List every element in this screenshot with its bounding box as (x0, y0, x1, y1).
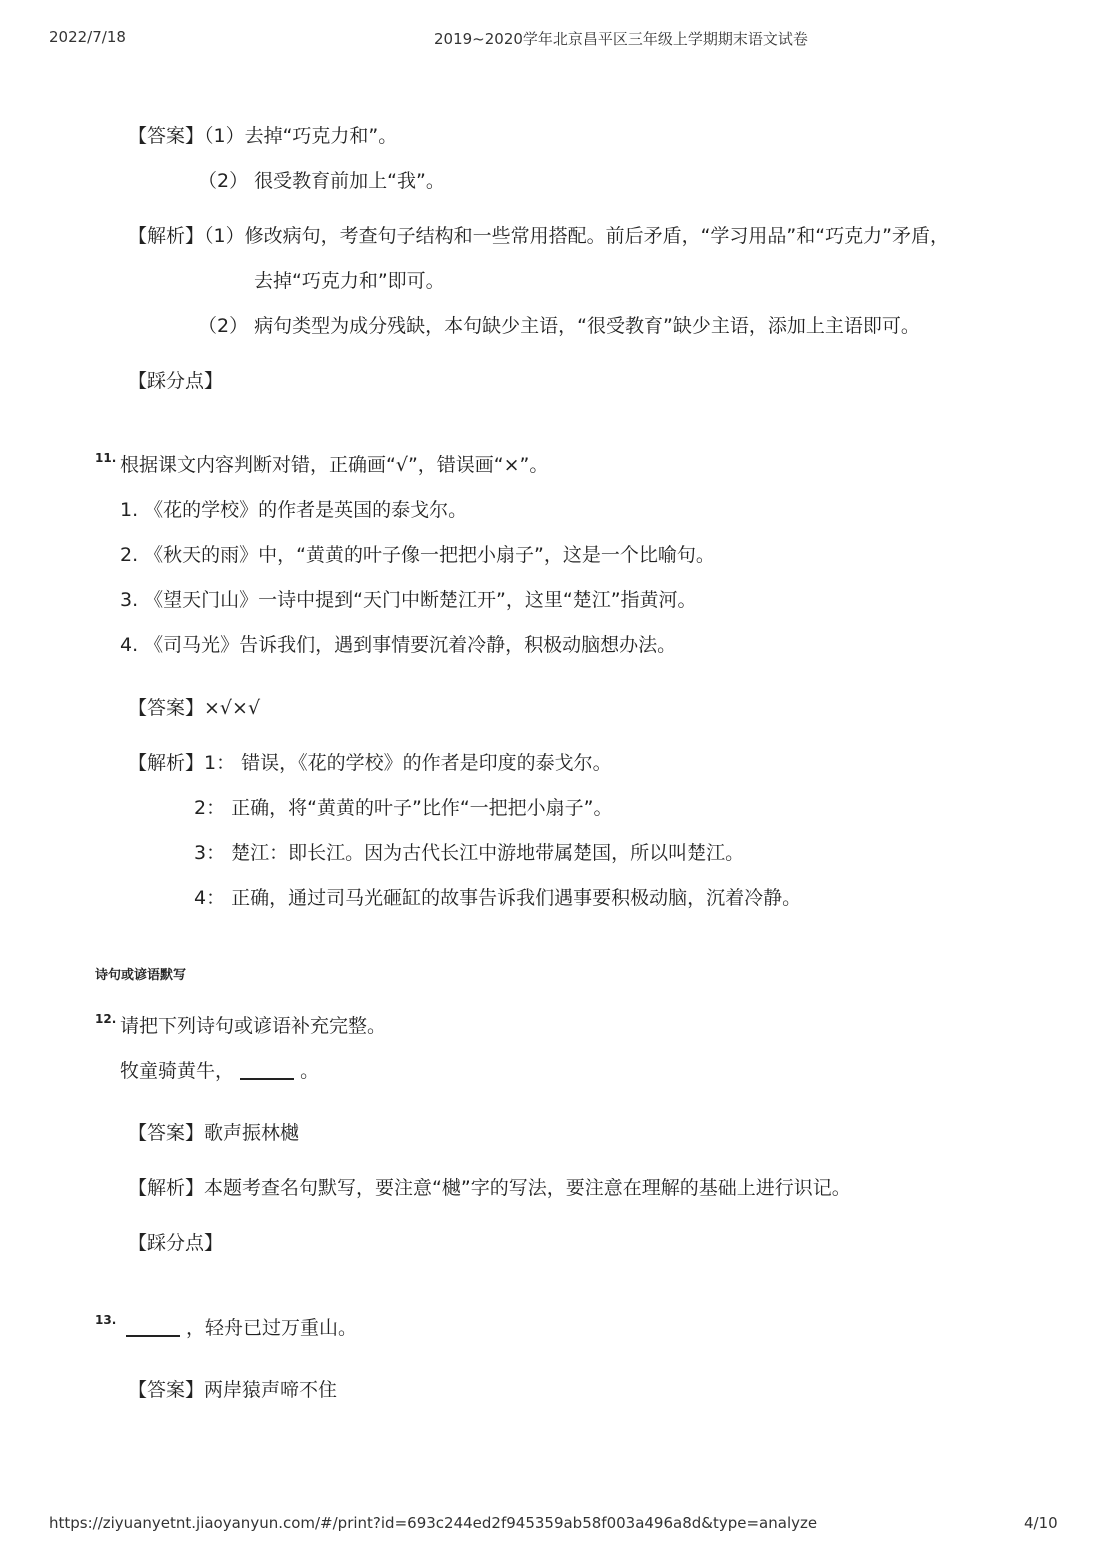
q12-suffix: 。 (300, 1060, 320, 1082)
q13-number: 13. (95, 1313, 117, 1327)
q11-item: 3. 《望天门山》一诗中提到“天门中断楚江开”，这里“楚江”指黄河。 (120, 589, 697, 611)
q10-analysis-1b: 去掉“巧克力和”即可。 (254, 270, 445, 292)
q12-answer: 【答案】歌声振林樾 (128, 1122, 300, 1144)
print-date: 2022/7/18 (49, 28, 126, 46)
q11-number: 11. (95, 451, 117, 465)
q13-suffix: ，轻舟已过万重山。 (186, 1317, 358, 1339)
footer-url: https://ziyuanyetnt.jiaoyanyun.com/#/print?id=693c244ed2f945359ab58f003a496a8d&type=analyze (49, 1514, 818, 1532)
q11-analysis-line: 4： 正确，通过司马光砸缸的故事告诉我们遇事要积极动脑，沉着冷静。 (194, 887, 802, 909)
q10-analysis-1: 【解析】（1）修改病句，考查句子结构和一些常用搭配。前后矛盾，“学习用品”和“巧克力”矛盾， (128, 225, 949, 247)
q12-blank (240, 1060, 294, 1080)
page-number: 4/10 (1024, 1514, 1058, 1532)
q13-blank (126, 1317, 180, 1337)
q11-answer: 【答案】×√×√ (128, 697, 261, 719)
q11-item: 1. 《花的学校》的作者是英国的泰戈尔。 (120, 499, 468, 521)
q12-fill-line (120, 1058, 319, 1084)
q11-item: 4. 《司马光》告诉我们，遇到事情要沉着冷静，积极动脑想办法。 (120, 634, 677, 656)
q12-prefix: 牧童骑黄牛， (120, 1060, 235, 1082)
q12-stem: 请把下列诗句或谚语补充完整。 (120, 1015, 387, 1037)
q10-points: 【踩分点】 (128, 370, 224, 392)
q13-fill-line (126, 1315, 357, 1341)
q10-analysis-2: （2） 病句类型为成分残缺，本句缺少主语，“很受教育”缺少主语，添加上主语即可。 (198, 315, 920, 337)
q10-answer-2: （2） 很受教育前加上“我”。 (198, 170, 445, 192)
q12-number: 12. (95, 1012, 117, 1026)
q10-answer-1: 【答案】（1）去掉“巧克力和”。 (128, 125, 398, 147)
q11-analysis-line: 3： 楚江：即长江。因为古代长江中游地带属楚国，所以叫楚江。 (194, 842, 745, 864)
q12-analysis: 【解析】本题考查名句默写，要注意“樾”字的写法，要注意在理解的基础上进行识记。 (128, 1177, 851, 1199)
q11-stem: 根据课文内容判断对错，正确画“√”，错误画“×”。 (120, 454, 549, 476)
section-title: 诗句或谚语默写 (95, 968, 187, 983)
q11-item: 2. 《秋天的雨》中，“黄黄的叶子像一把把小扇子”，这是一个比喻句。 (120, 544, 715, 566)
q13-answer: 【答案】两岸猿声啼不住 (128, 1379, 338, 1401)
q12-points: 【踩分点】 (128, 1232, 224, 1254)
document-title: 2019~2020学年北京昌平区三年级上学期期末语文试卷 (434, 30, 808, 48)
q11-analysis-line: 【解析】1： 错误，《花的学校》的作者是印度的泰戈尔。 (128, 752, 612, 774)
q11-analysis-line: 2： 正确，将“黄黄的叶子”比作“一把把小扇子”。 (194, 797, 613, 819)
